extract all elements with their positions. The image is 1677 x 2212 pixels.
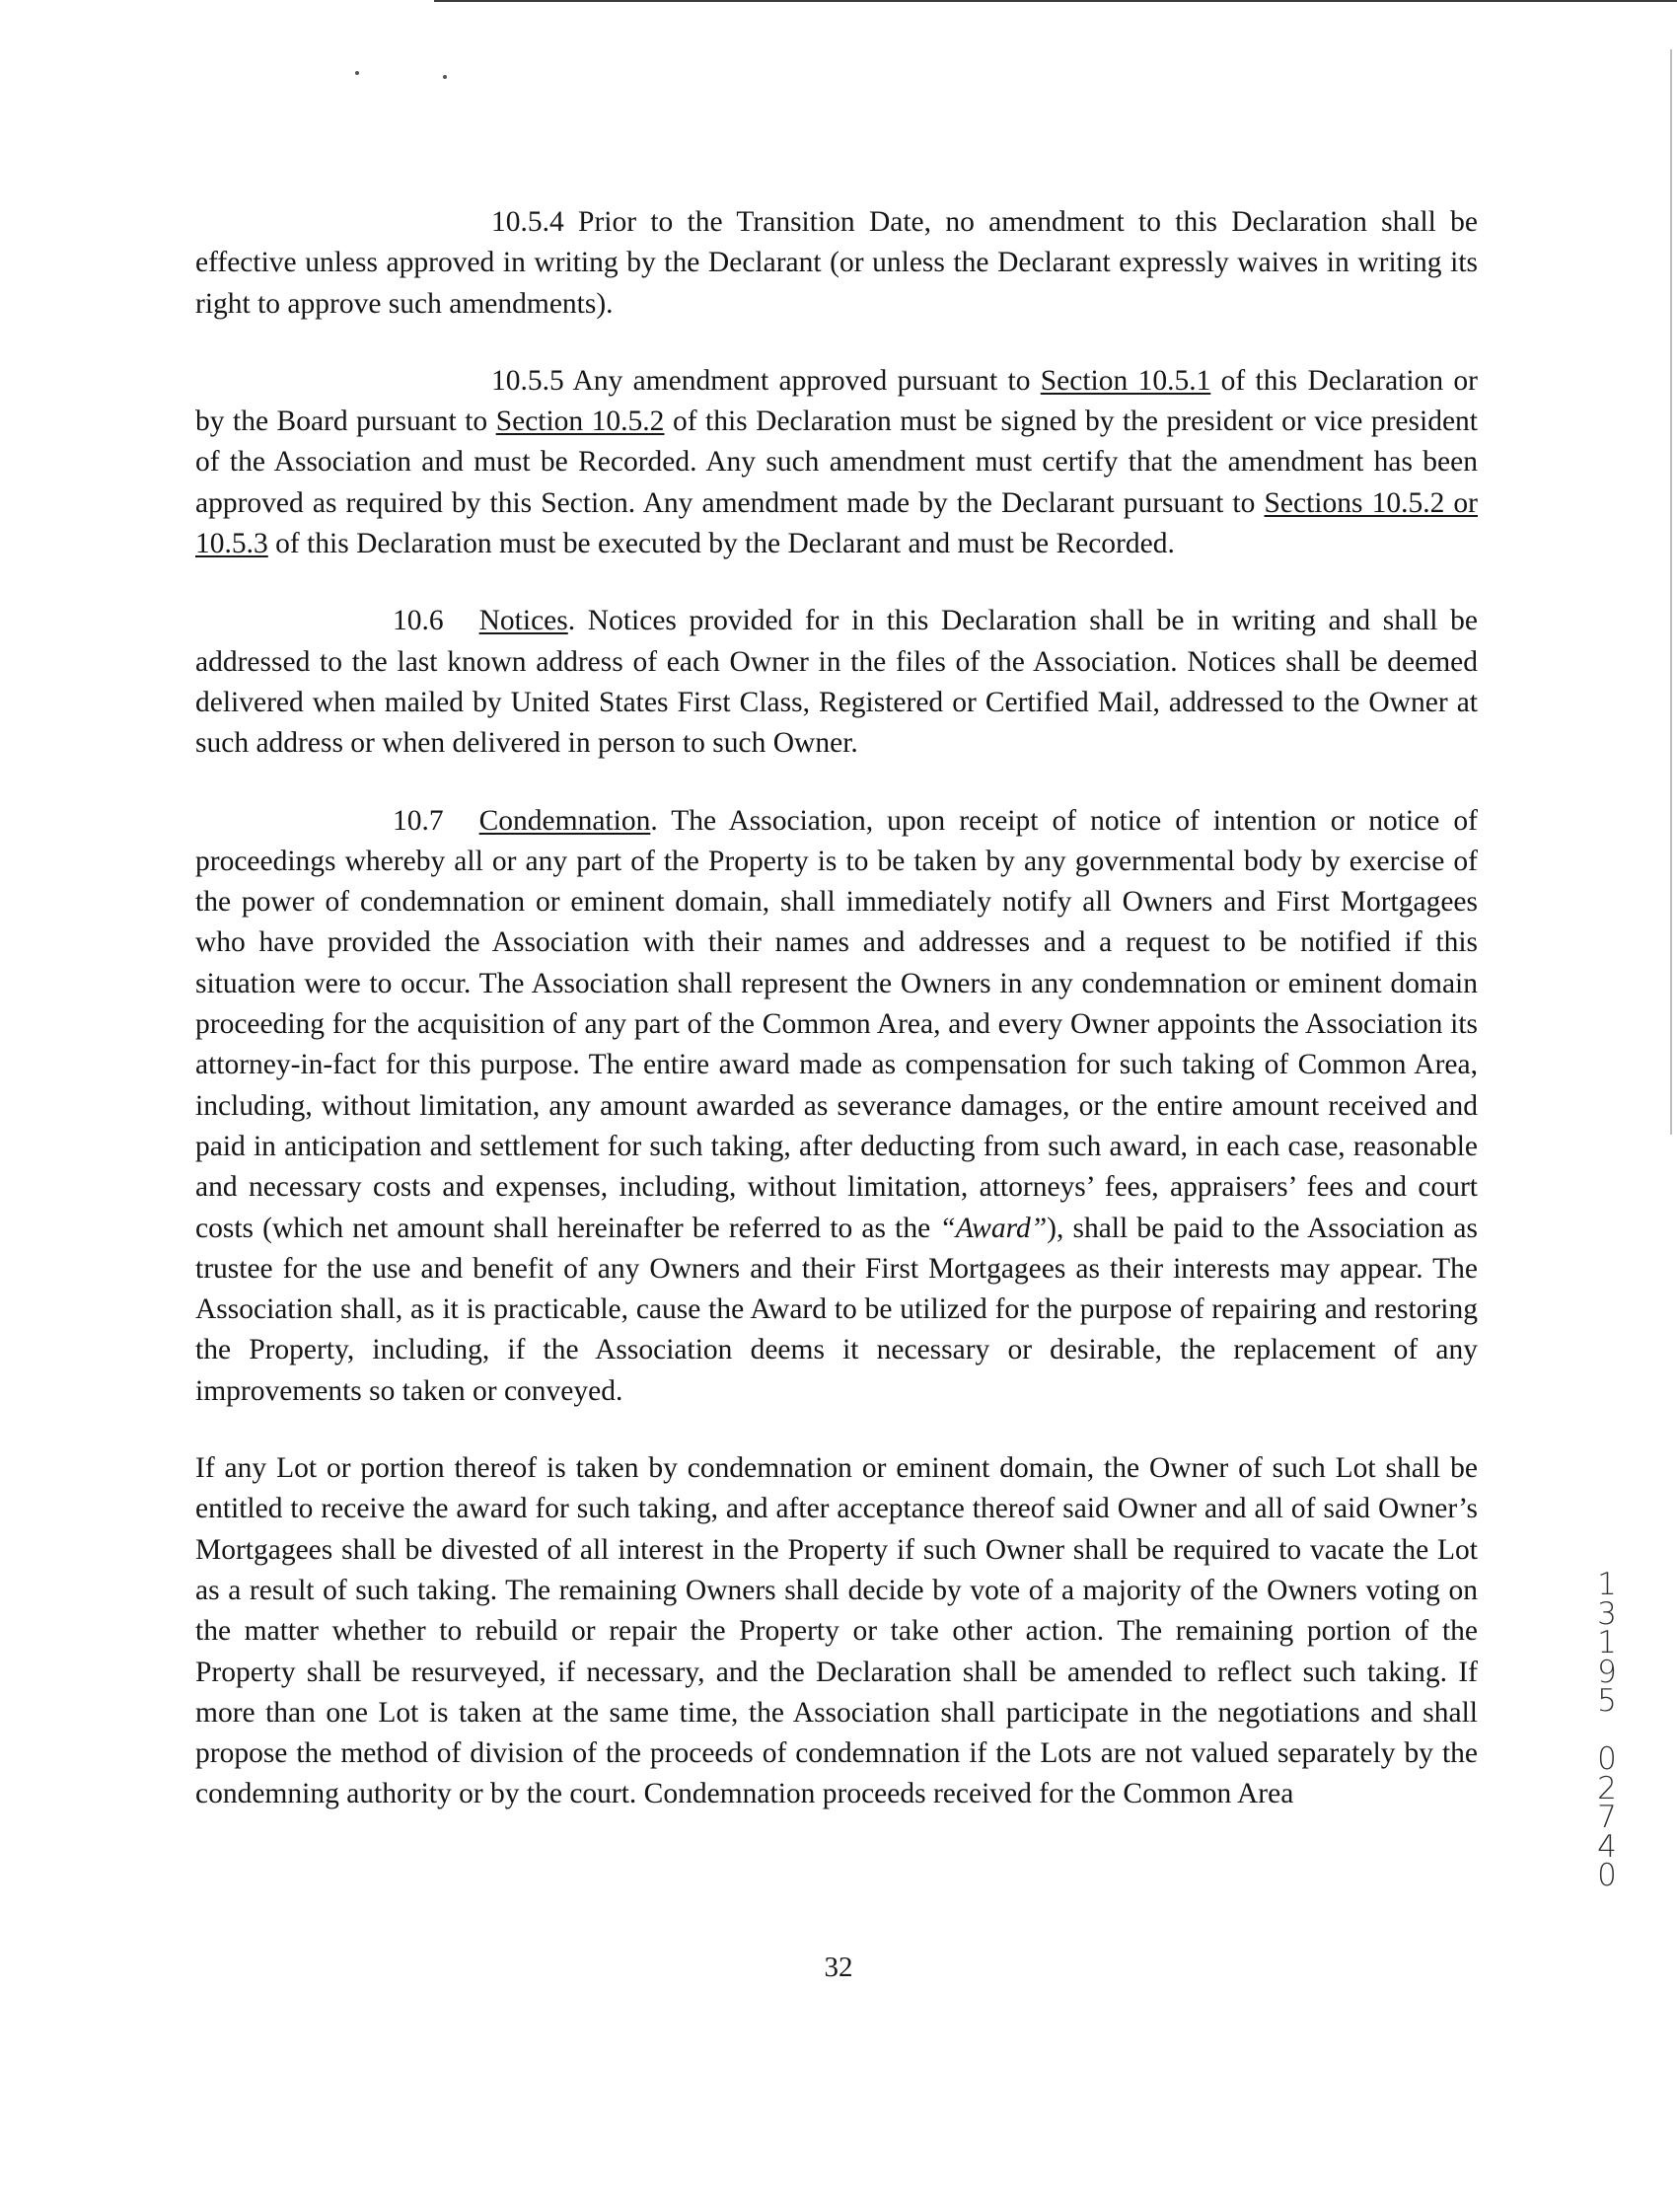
lot-condemnation-paragraph [195, 1448, 1478, 1815]
section-heading-notices: Notices [478, 605, 568, 637]
section-10-5-4-text: 10.5.4 Prior to the Transition Date, no amendment to this Declaration shall be effective unless approved in writing by the Declarant (or unless the Declarant expressly waives in writing its right to approve such amendments). [195, 206, 1478, 320]
page-number: 32 [824, 1952, 853, 1983]
scan-speck [443, 75, 447, 79]
stamp-digit: 2 [1597, 1770, 1617, 1806]
section-10-5-4 [195, 202, 1478, 325]
right-edge-rule [1670, 49, 1672, 1135]
lot-condemnation-text: If any Lot or portion thereof is taken by condemnation or eminent domain, the Owner of such Lot shall be entitled to receive the award for such taking, and after acceptance thereof said Owner and all of said Owner’s Mortgagees shall be divested of all interest in the Property if such Owner shall be required to vacate the Lot as a result of such taking. The remaining Owners shall decide by vote of a majority of the Owners voting on the matter whether to rebuild or repair the Property or take other action. The remaining portion of the Property shall be resurveyed, if necessary, and the Declaration shall be amended to reflect such taking. If more than one Lot is taken at the same time, the Association shall participate in the negotiations and shall propose the method of division of the proceeds of condemnation if the Lots are not valued separately by the condemning authority or by the court. Condemnation proceeds received for the Common Area [195, 1452, 1478, 1810]
document-body [195, 202, 1478, 1852]
section-10-5-5-text: 10.5.5 Any amendment approved pursuant to [491, 364, 1041, 397]
section-number: 10.7 [393, 804, 444, 837]
stamp-digit: 3 [1597, 1595, 1617, 1632]
section-reference-10-5-2-or-10-5-3: Sections 10.5.2 or 10.5.3 [195, 486, 1479, 560]
section-10-5-5-text: of this Declaration or by the Board pursuant to [195, 364, 1478, 438]
defined-term-award: “Award” [939, 1212, 1048, 1244]
section-10-6-text: . Notices provided for in this Declaration shall be in writing and shall be addressed to the last known address of each Owner in the files of the Association. Notices shall be deemed delivered when mailed by United States First Class, Registered or Certified Mail, addressed to the Owner at such address or when delivered in person to such Owner. [195, 605, 1478, 760]
section-10-5-5-text: of this Declaration must be signed by the president or vice president of the Association and must be Recorded. Any such amendment must certify that the amendment has been approved as required by this Section. Any amendment made by the Declarant pursuant to [195, 406, 1478, 519]
section-10-6 [195, 601, 1478, 764]
recording-stamp [1592, 1567, 1622, 1893]
stamp-digit: 0 [1597, 1741, 1617, 1777]
section-10-5-5-text: of this Declaration must be executed by the Declarant and must be Recorded. [267, 528, 1175, 560]
section-10-7-text: . The Association, upon receipt of notice of intention or notice of proceedings whereby all or any part of the Property is to be taken by any governmental body by exercise of the power of condemnation or eminent domain, shall immediately notify all Owners and First Mortgagees who have provided the Association with their names and addresses and a request to be notified if this situation were to occur. The Association shall represent the Owners in any condemnation or eminent domain proceeding for the acquisition of any part of the Common Area, and every Owner appoints the Association its attorney-in-fact for this purpose. The entire award made as compensation for such taking of Common Area, including, without limitation, any amount awarded as severance damages, or the entire amount received and paid in anticipation and settlement for such taking, after deducting from such award, in each case, reasonable and necessary costs and expenses, including, without limitation, attorneys’ fees, appraisers’ fees and court costs (which net amount shall hereinafter be referred to as the [195, 804, 1478, 1244]
stamp-digit: 9 [1597, 1654, 1617, 1690]
scan-speck [355, 71, 359, 75]
section-10-7-text: ), shall be paid to the Association as trustee for the use and benefit of any Owners and their First Mortgagees as their interests may appear. The Association shall, as it is practicable, cause the Award to be utilized for the purpose of repairing and restoring the Property, including, if the Association deems it necessary or desirable, the replacement of any improvements so taken or conveyed. [195, 1212, 1478, 1407]
stamp-digit: 5 [1597, 1683, 1617, 1719]
section-number: 10.6 [393, 605, 444, 637]
stamp-digit: 7 [1597, 1800, 1617, 1835]
section-reference-10-5-1: Section 10.5.1 [1040, 364, 1211, 397]
section-10-5-5 [195, 361, 1478, 564]
stamp-digit: 1 [1597, 1625, 1617, 1660]
stamp-digit: 1 [1597, 1567, 1617, 1602]
stamp-digit: 0 [1597, 1858, 1617, 1893]
section-10-7 [195, 801, 1478, 1412]
section-heading-condemnation: Condemnation [478, 804, 651, 837]
stamp-digit: 4 [1597, 1828, 1617, 1865]
section-reference-10-5-2: Section 10.5.2 [495, 406, 665, 438]
top-edge-rule [434, 0, 1677, 2]
